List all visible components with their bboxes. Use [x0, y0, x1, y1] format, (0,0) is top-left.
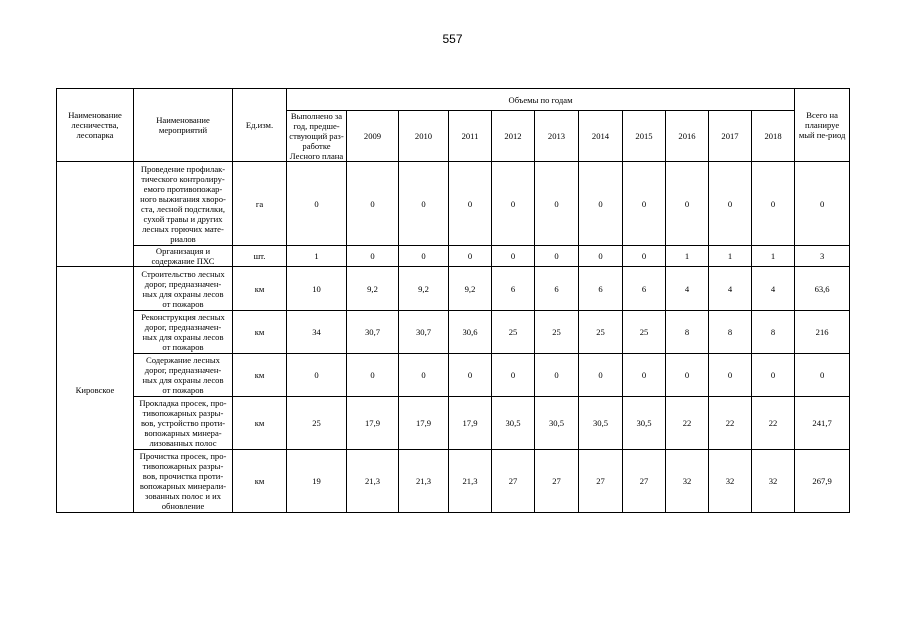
done-cell: 19 [287, 450, 347, 513]
value-cell: 4 [709, 267, 752, 311]
value-cell: 17,9 [347, 397, 399, 450]
value-cell: 9,2 [449, 267, 492, 311]
forest-name-cell: Кировское [57, 267, 134, 513]
value-cell: 25 [579, 311, 623, 354]
unit-cell: км [233, 450, 287, 513]
table-row [57, 267, 850, 311]
activity-cell: Реконструкция лесных дорог, предназначен- ных для охраны лесов от пожаров [134, 311, 233, 354]
unit-cell: км [233, 397, 287, 450]
header-done: Выполнено за год, предше-ствующий раз-работке Лесного плана [287, 111, 347, 162]
value-cell: 6 [579, 267, 623, 311]
value-cell: 32 [752, 450, 795, 513]
value-cell: 8 [752, 311, 795, 354]
value-cell: 30,5 [623, 397, 666, 450]
value-cell: 0 [666, 162, 709, 246]
value-cell: 30,5 [535, 397, 579, 450]
value-cell: 30,5 [579, 397, 623, 450]
header-activity: Наименование мероприятий [134, 89, 233, 162]
value-cell: 21,3 [347, 450, 399, 513]
value-cell: 25 [535, 311, 579, 354]
activity-cell: Строительство лесных дорог, предназначен- ных для охраны лесов от пожаров [134, 267, 233, 311]
value-cell: 4 [666, 267, 709, 311]
header-year: 2017 [709, 111, 752, 162]
activity-cell: Организация и содержание ПХС [134, 246, 233, 267]
table-row [57, 354, 850, 397]
value-cell: 0 [347, 162, 399, 246]
unit-cell: км [233, 267, 287, 311]
value-cell: 0 [492, 354, 535, 397]
value-cell: 0 [623, 246, 666, 267]
header-total: Всего на планируе мый пе-риод [795, 89, 850, 162]
header-year: 2013 [535, 111, 579, 162]
unit-cell: га [233, 162, 287, 246]
done-cell: 34 [287, 311, 347, 354]
value-cell: 27 [492, 450, 535, 513]
value-cell: 0 [347, 246, 399, 267]
value-cell: 0 [752, 162, 795, 246]
done-cell: 25 [287, 397, 347, 450]
value-cell: 0 [709, 354, 752, 397]
total-cell: 0 [795, 162, 850, 246]
header-year: 2009 [347, 111, 399, 162]
value-cell: 32 [666, 450, 709, 513]
value-cell: 30,5 [492, 397, 535, 450]
value-cell: 0 [399, 162, 449, 246]
value-cell: 27 [535, 450, 579, 513]
total-cell: 63,6 [795, 267, 850, 311]
table-row [57, 397, 850, 450]
value-cell: 1 [666, 246, 709, 267]
header-unit: Ед.изм. [233, 89, 287, 162]
done-cell: 0 [287, 162, 347, 246]
header-year: 2011 [449, 111, 492, 162]
page-number: 557 [442, 32, 463, 46]
table-row [57, 246, 850, 267]
activity-cell: Содержание лесных дорог, предназначен- ных для охраны лесов от пожаров [134, 354, 233, 397]
value-cell: 17,9 [449, 397, 492, 450]
value-cell: 27 [623, 450, 666, 513]
header-year: 2012 [492, 111, 535, 162]
value-cell: 0 [579, 354, 623, 397]
total-cell: 267,9 [795, 450, 850, 513]
header-year: 2010 [399, 111, 449, 162]
value-cell: 0 [666, 354, 709, 397]
value-cell: 0 [399, 246, 449, 267]
unit-cell: шт. [233, 246, 287, 267]
value-cell: 0 [535, 354, 579, 397]
done-cell: 10 [287, 267, 347, 311]
value-cell: 0 [492, 162, 535, 246]
header-volumes: Объемы по годам [287, 89, 795, 111]
activity-cell: Проведение профилак- тического контролиру- емого противопожар- ного выжигания хворо- ста, лесной подстилки, сухой травы и других лесных горючих мате- риалов [134, 162, 233, 246]
header-year: 2015 [623, 111, 666, 162]
value-cell: 30,7 [347, 311, 399, 354]
table-row [57, 311, 850, 354]
value-cell: 0 [347, 354, 399, 397]
header-year: 2016 [666, 111, 709, 162]
table-row [57, 450, 850, 513]
value-cell: 21,3 [399, 450, 449, 513]
total-cell: 3 [795, 246, 850, 267]
value-cell: 22 [666, 397, 709, 450]
unit-cell: км [233, 354, 287, 397]
value-cell: 30,6 [449, 311, 492, 354]
value-cell: 1 [752, 246, 795, 267]
activity-cell: Прочистка просек, про- тивопожарных разры- вов, прочистка проти- вопожарных минерали- зованных полос и их обновление [134, 450, 233, 513]
value-cell: 0 [623, 162, 666, 246]
value-cell: 8 [666, 311, 709, 354]
value-cell: 0 [535, 162, 579, 246]
value-cell: 0 [709, 162, 752, 246]
value-cell: 32 [709, 450, 752, 513]
header-year: 2018 [752, 111, 795, 162]
value-cell: 0 [535, 246, 579, 267]
value-cell: 0 [449, 354, 492, 397]
value-cell: 0 [399, 354, 449, 397]
value-cell: 9,2 [399, 267, 449, 311]
value-cell: 25 [492, 311, 535, 354]
value-cell: 0 [579, 246, 623, 267]
value-cell: 0 [449, 246, 492, 267]
value-cell: 25 [623, 311, 666, 354]
header-forest: Наименование лесничества, лесопарка [57, 89, 134, 162]
value-cell: 0 [752, 354, 795, 397]
value-cell: 17,9 [399, 397, 449, 450]
value-cell: 27 [579, 450, 623, 513]
value-cell: 6 [492, 267, 535, 311]
value-cell: 9,2 [347, 267, 399, 311]
value-cell: 8 [709, 311, 752, 354]
done-cell: 0 [287, 354, 347, 397]
value-cell: 30,7 [399, 311, 449, 354]
activity-cell: Прокладка просек, про- тивопожарных разры- вов, устройство проти- вопожарных минера- лизованных полос [134, 397, 233, 450]
value-cell: 0 [623, 354, 666, 397]
value-cell: 0 [449, 162, 492, 246]
forest-fire-measures-table [56, 88, 850, 513]
value-cell: 21,3 [449, 450, 492, 513]
value-cell: 22 [709, 397, 752, 450]
value-cell: 6 [535, 267, 579, 311]
value-cell: 0 [492, 246, 535, 267]
value-cell: 1 [709, 246, 752, 267]
value-cell: 6 [623, 267, 666, 311]
done-cell: 1 [287, 246, 347, 267]
header-year: 2014 [579, 111, 623, 162]
forest-name-cell [57, 162, 134, 267]
unit-cell: км [233, 311, 287, 354]
total-cell: 0 [795, 354, 850, 397]
value-cell: 4 [752, 267, 795, 311]
table-row [57, 162, 850, 246]
total-cell: 216 [795, 311, 850, 354]
total-cell: 241,7 [795, 397, 850, 450]
value-cell: 22 [752, 397, 795, 450]
value-cell: 0 [579, 162, 623, 246]
